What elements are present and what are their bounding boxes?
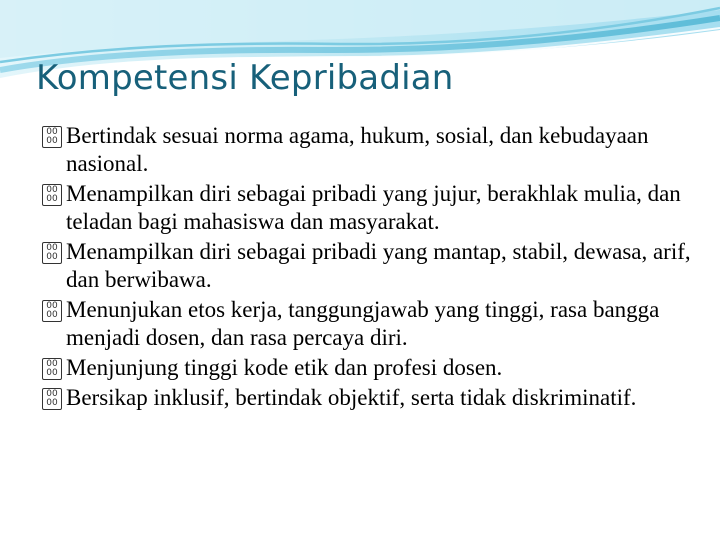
unknown-glyph-bullet-icon: 00 00 bbox=[42, 126, 62, 148]
bullet-item bbox=[42, 238, 702, 294]
bullet-text: Menjunjung tinggi kode etik dan profesi dosen. bbox=[66, 355, 503, 380]
bullet-text: Menampilkan diri sebagai pribadi yang mantap, stabil, dewasa, arif, dan berwibawa. bbox=[66, 239, 691, 292]
bullet-text: Bertindak sesuai norma agama, hukum, sosial, dan kebudayaan nasional. bbox=[66, 123, 649, 176]
bullet-item bbox=[42, 296, 702, 352]
bullet-item bbox=[42, 384, 702, 412]
bullet-text: Menampilkan diri sebagai pribadi yang jujur, berakhlak mulia, dan teladan bagi mahasiswa dan masyarakat. bbox=[66, 181, 681, 234]
unknown-glyph-bullet-icon: 00 00 bbox=[42, 300, 62, 322]
bullet-item bbox=[42, 180, 702, 236]
bullet-text: Bersikap inklusif, bertindak objektif, serta tidak diskriminatif. bbox=[66, 385, 637, 410]
unknown-glyph-bullet-icon: 00 00 bbox=[42, 358, 62, 380]
slide-title: Kompetensi Kepribadian bbox=[36, 58, 454, 98]
bullet-list bbox=[42, 122, 702, 414]
bullet-item bbox=[42, 122, 702, 178]
unknown-glyph-bullet-icon: 00 00 bbox=[42, 184, 62, 206]
bullet-item bbox=[42, 354, 702, 382]
bullet-text: Menunjukan etos kerja, tanggungjawab yang tinggi, rasa bangga menjadi dosen, dan rasa percaya diri. bbox=[66, 297, 660, 350]
unknown-glyph-bullet-icon: 00 00 bbox=[42, 388, 62, 410]
unknown-glyph-bullet-icon: 00 00 bbox=[42, 242, 62, 264]
